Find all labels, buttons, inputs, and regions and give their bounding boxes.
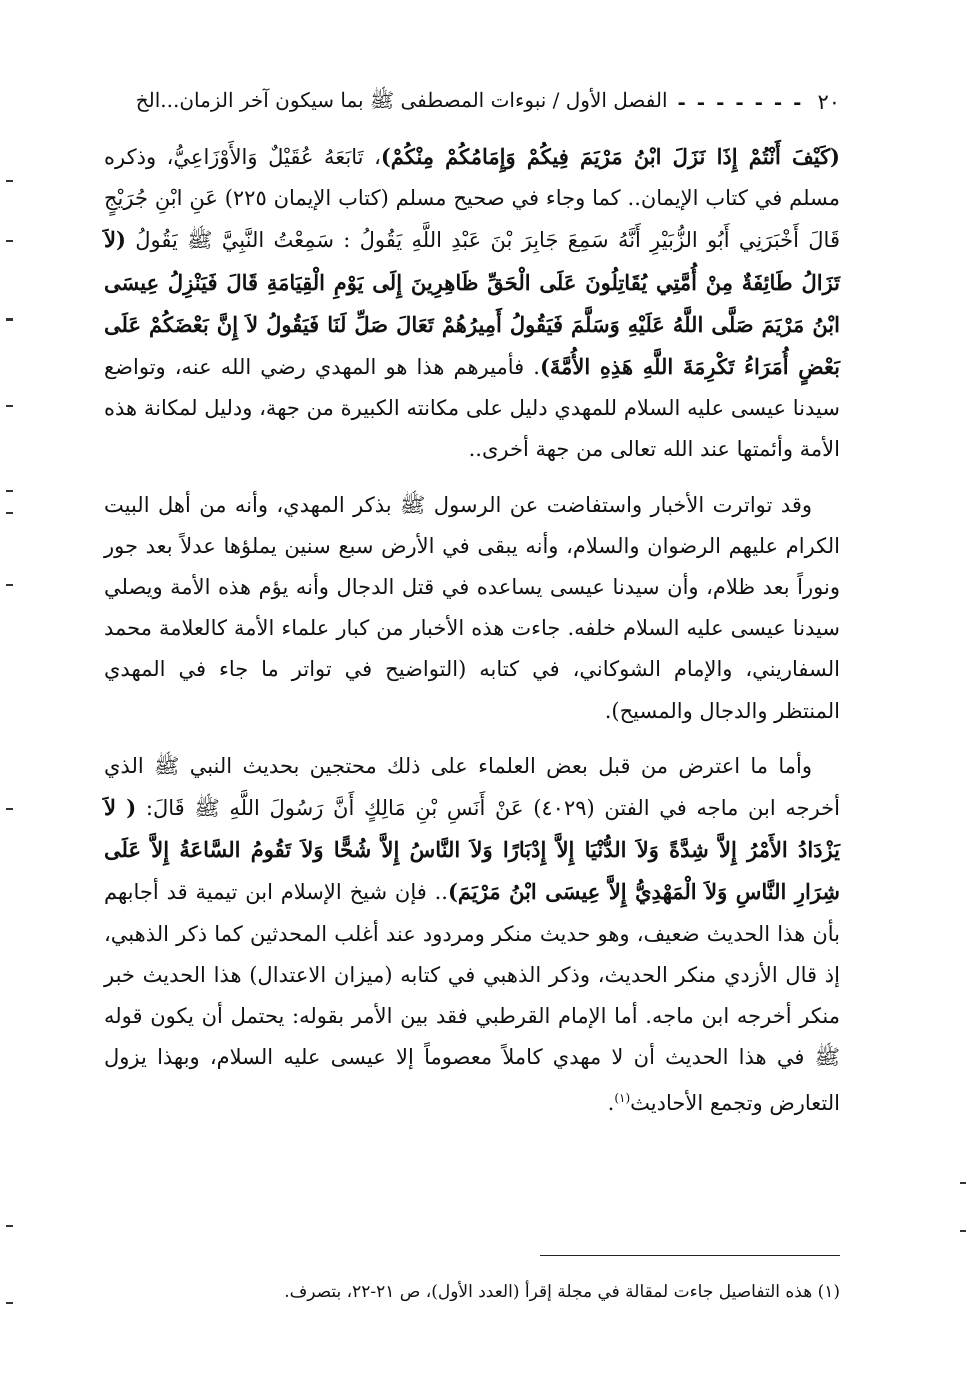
footnote: (١) هذه التفاصيل جاءت لمقالة في مجلة إقرأ (العدد الأول)، ص ٢١-٢٢، بتصرف.	[284, 1282, 840, 1302]
text-run: .	[607, 1091, 615, 1116]
margin-mark	[960, 1230, 966, 1232]
hadith-quote: ( لاَ يَزْدَادُ الأَمْرُ إِلاَّ شِدَّةً وَلاَ الدُّنْيَا إِلاَّ إِدْبَارًا وَلاَ النَّاسُ إِلاَّ شُحًّا وَلاَ تَقُومُ السَّاعَةُ إِلاَّ عَلَى شِرَارِ النَّاسِ وَلاَ الْمَهْدِيُّ إِلاَّ عِيسَى ابْنُ مَرْيَمَ)	[104, 795, 840, 905]
footnote-ref: (١)	[614, 1091, 631, 1106]
margin-mark	[6, 318, 13, 321]
hadith-quote: (كَيْفَ أَنْتُمْ إِذَا نَزَلَ ابْنُ مَرْيَمَ فِيكُمْ وَإِمَامُكُمْ مِنْكُمْ)	[380, 144, 840, 169]
running-header	[100, 82, 840, 122]
text-run: . فأميرهم هذا هو المهدي رضي الله عنه، وتواضع سيدنا عيسى عليه السلام للمهدي دليل على مكانته الكبيرة من جهة، ودليل لمكانة هذه الأمة وأئمتها عند الله تعالى من جهة أخرى..	[104, 355, 840, 462]
page-number: ٢٠	[817, 90, 840, 114]
paragraph	[104, 136, 840, 471]
paragraph	[104, 746, 840, 1125]
margin-mark	[6, 490, 13, 492]
margin-mark	[6, 1225, 13, 1227]
text-run: وأما ما اعترض من قبل بعض العلماء على ذلك محتجين بحديث النبي ﷺ الذي أخرجه ابن ماجه في الفتن (٤٠٢٩) عَنْ أَنَسِ بْنِ مَالِكٍ أَنَّ رَسُولَ اللَّهِ ﷺ قَالَ:	[104, 753, 840, 821]
margin-mark	[6, 1302, 13, 1304]
text-run: .. فإن شيخ الإسلام ابن تيمية قد أجابهم بأن هذا الحديث ضعيف، وهو حديث منكر ومردود عند أغلب المحدثين كما ذكر الذهبي، إذ قال الأزدي منكر الحديث، وذكر الذهبي في كتابه (ميزان الاعتدال) هذا الحديث خبر منكر أخرجه ابن ماجه. أما الإمام القرطبي فقد بين الأمر بقوله: يحتمل أن يكون قوله ﷺ في هذا الحديث أن لا مهدي كاملاً معصوماً إلا عيسى عليه السلام، وبهذا يزول التعارض وتجمع الأحاديث	[104, 880, 840, 1116]
margin-mark	[6, 512, 13, 514]
text-run: وقد تواترت الأخبار واستفاضت عن الرسول ﷺ بذكر المهدي، وأنه من أهل البيت الكرام عليهم الرضوان والسلام، وأنه يبقى في الأرض سبع سنين يملؤها عدلاً بعد جور ونوراً بعد ظلام، وأن سيدنا عيسى يساعده في قتل الدجال وأنه يؤم هذه الأمة ويصلي سيدنا عيسى عليه السلام خلفه. جاءت هذه الأخبار من كبار علماء الأمة كالعلامة محمد السفاريني، والإمام الشوكاني، في كتابه (التواضيح في تواتر ما جاء في المهدي المنتظر والدجال والمسيح).	[104, 492, 840, 723]
header-title: الفصل الأول / نبوءات المصطفى ﷺ بما سيكون آخر الزمان...الخ	[135, 87, 668, 112]
main-text	[104, 136, 840, 1139]
footnote-separator	[540, 1255, 840, 1256]
text-run: ، تَابَعَهُ عُقَيْلٌ وَالأَوْزَاعِيُّ، وذكره مسلم في كتاب الإيمان.. كما وجاء في صحيح مسلم (كتاب الإيمان ٢٢٥) عَنِ ابْنِ جُرَيْجٍ قَالَ أَخْبَرَنِي أَبُو الزُّبَيْرِ أَنَّهُ سَمِعَ جَابِرَ بْنَ عَبْدِ اللَّهِ يَقُولُ : سَمِعْتُ النَّبِيَّ ﷺ يَقُولُ	[104, 145, 841, 253]
margin-mark	[6, 180, 13, 182]
header-dashes: - - - - - - -	[677, 90, 804, 114]
margin-mark	[6, 808, 13, 810]
margin-mark	[6, 405, 13, 407]
margin-mark	[6, 584, 13, 586]
hadith-quote: (لاَ تَزَالُ طَائِفَةٌ مِنْ أُمَّتِي يُقَاتِلُونَ عَلَى الْحَقِّ ظَاهِرِينَ إِلَى يَوْمِ الْقِيَامَةِ قَالَ فَيَنْزِلُ عِيسَى ابْنُ مَرْيَمَ صَلَّى اللَّهُ عَلَيْهِ وَسَلَّمَ فَيَقُولُ أَمِيرُهُمْ تَعَالَ صَلِّ لَنَا فَيَقُولُ لاَ إِنَّ بَعْضَكُمْ عَلَى بَعْضٍ أُمَرَاءُ تَكْرِمَةَ اللَّهِ هَذِهِ الأُمَّةَ)	[104, 227, 840, 380]
margin-mark	[6, 240, 13, 242]
margin-mark	[960, 1182, 966, 1184]
paragraph	[104, 485, 840, 732]
